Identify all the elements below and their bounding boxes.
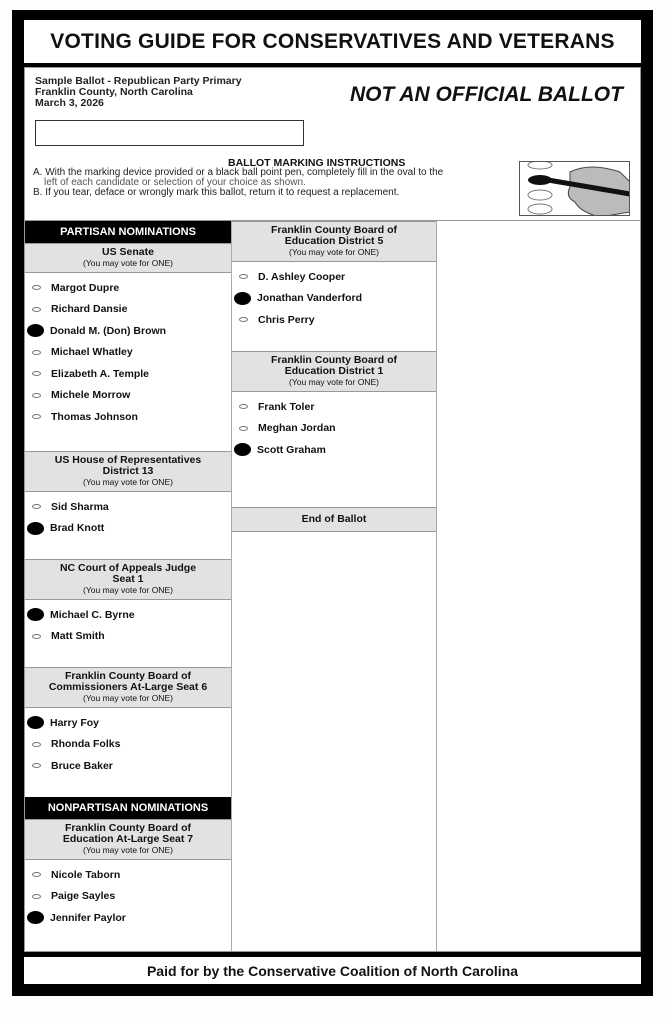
marking-example-illustration bbox=[519, 161, 630, 216]
candidate-name: Jennifer Paylor bbox=[50, 911, 126, 924]
candidate-name: Scott Graham bbox=[257, 443, 326, 456]
paid-for-by: Paid for by the Conservative Coalition of North Carolina bbox=[146, 962, 519, 979]
empty-oval-icon[interactable] bbox=[32, 763, 41, 768]
contest-title: Franklin County Board of bbox=[65, 670, 191, 682]
empty-oval-icon[interactable] bbox=[32, 414, 41, 419]
candidate-name: Sid Sharma bbox=[51, 500, 109, 513]
ballot-type: Sample Ballot - Republican Party Primary bbox=[35, 75, 242, 87]
contest-board-education-district5 bbox=[232, 221, 436, 351]
ballot-column-1 bbox=[25, 221, 232, 951]
empty-oval-icon[interactable] bbox=[239, 404, 248, 409]
candidate-name: Brad Knott bbox=[50, 522, 105, 535]
empty-oval-icon[interactable] bbox=[239, 317, 248, 322]
empty-oval-icon[interactable] bbox=[32, 371, 41, 376]
candidate-name: Frank Toler bbox=[258, 400, 315, 413]
empty-oval-icon[interactable] bbox=[32, 742, 41, 747]
not-official-notice: NOT AN OFFICIAL BALLOT bbox=[350, 83, 623, 106]
contest-title-line2: Education District 1 bbox=[284, 365, 384, 377]
empty-oval-icon[interactable] bbox=[32, 634, 41, 639]
candidate-name: Matt Smith bbox=[51, 630, 105, 643]
section-nonpartisan-nominations: NONPARTISAN NOMINATIONS bbox=[25, 797, 231, 819]
candidate-list bbox=[25, 600, 231, 647]
contest-header bbox=[25, 243, 231, 273]
contest-board-education-seat7 bbox=[25, 819, 231, 929]
candidate-name: Michele Morrow bbox=[51, 389, 131, 402]
ballot-header-info bbox=[35, 76, 242, 109]
contest-header bbox=[25, 451, 231, 492]
vote-for-one-note: (You may vote for ONE) bbox=[289, 247, 379, 257]
candidate-name: Bruce Baker bbox=[51, 759, 113, 772]
ballot-date: March 3, 2026 bbox=[35, 97, 104, 109]
candidate-row[interactable] bbox=[25, 406, 231, 428]
contest-header bbox=[25, 559, 231, 600]
candidate-row[interactable] bbox=[25, 320, 231, 342]
candidate-name: Nicole Taborn bbox=[51, 868, 121, 881]
contest-board-commissioners bbox=[25, 667, 231, 797]
filled-oval-icon[interactable] bbox=[234, 443, 251, 456]
empty-oval-icon[interactable] bbox=[32, 393, 41, 398]
candidate-list bbox=[25, 273, 231, 428]
candidate-row[interactable] bbox=[25, 385, 231, 407]
candidate-row[interactable] bbox=[232, 266, 436, 288]
contest-board-education-district1 bbox=[232, 351, 436, 507]
candidate-list bbox=[232, 262, 436, 331]
ballot-county: Franklin County, North Carolina bbox=[35, 86, 193, 98]
contest-title-line2: Education At-Large Seat 7 bbox=[62, 833, 194, 845]
empty-oval-icon[interactable] bbox=[32, 894, 41, 899]
candidate-row[interactable] bbox=[25, 864, 231, 886]
empty-oval-icon[interactable] bbox=[32, 307, 41, 312]
empty-oval-icon[interactable] bbox=[239, 274, 248, 279]
candidate-row[interactable] bbox=[232, 396, 436, 418]
candidate-name: Chris Perry bbox=[258, 313, 315, 326]
instruction-a: A. With the marking device provided or a black ball point pen, completely fill in the oval to the bbox=[33, 167, 444, 178]
section-partisan-nominations: PARTISAN NOMINATIONS bbox=[25, 221, 231, 243]
candidate-row[interactable] bbox=[25, 907, 231, 929]
candidate-list bbox=[25, 860, 231, 929]
filled-oval-icon[interactable] bbox=[27, 324, 44, 337]
candidate-list bbox=[25, 708, 231, 777]
contest-title-line2: Commissioners At-Large Seat 6 bbox=[48, 681, 208, 693]
contest-title: Franklin County Board of bbox=[271, 224, 397, 236]
contest-title: US Senate bbox=[102, 246, 154, 258]
empty-oval-icon[interactable] bbox=[32, 350, 41, 355]
instructions-text bbox=[33, 168, 443, 198]
candidate-list bbox=[25, 492, 231, 539]
candidate-row[interactable] bbox=[25, 363, 231, 385]
candidate-row[interactable] bbox=[232, 439, 436, 461]
candidate-row[interactable] bbox=[232, 288, 436, 310]
empty-oval-icon[interactable] bbox=[32, 285, 41, 290]
vote-for-one-note: (You may vote for ONE) bbox=[83, 477, 173, 487]
title-banner bbox=[24, 20, 641, 63]
vote-for-one-note: (You may vote for ONE) bbox=[289, 377, 379, 387]
instructions-title: BALLOT MARKING INSTRUCTIONS bbox=[228, 157, 406, 169]
vote-for-one-note: (You may vote for ONE) bbox=[83, 845, 173, 855]
vote-for-one-note: (You may vote for ONE) bbox=[83, 585, 173, 595]
empty-oval-icon[interactable] bbox=[32, 872, 41, 877]
candidate-name: Elizabeth A. Temple bbox=[51, 367, 150, 380]
end-of-ballot-label: End of Ballot bbox=[301, 513, 367, 525]
candidate-row[interactable] bbox=[25, 299, 231, 321]
contest-title: NC Court of Appeals Judge bbox=[59, 562, 197, 574]
candidate-name: D. Ashley Cooper bbox=[258, 270, 346, 283]
candidate-row[interactable] bbox=[25, 886, 231, 908]
filled-oval-icon[interactable] bbox=[27, 911, 44, 924]
vote-for-one-note: (You may vote for ONE) bbox=[83, 693, 173, 703]
footer-banner bbox=[24, 957, 641, 984]
contest-header bbox=[232, 351, 436, 392]
contest-header bbox=[25, 819, 231, 860]
candidate-row[interactable] bbox=[25, 496, 231, 518]
candidate-name: Michael C. Byrne bbox=[50, 608, 135, 621]
candidate-name: Michael Whatley bbox=[51, 346, 133, 359]
contest-title: Franklin County Board of bbox=[65, 822, 191, 834]
candidate-row[interactable] bbox=[25, 734, 231, 756]
vote-for-one-note: (You may vote for ONE) bbox=[83, 258, 173, 268]
ballot-column-2 bbox=[232, 221, 437, 951]
empty-oval-icon[interactable] bbox=[239, 426, 248, 431]
candidate-name: Paige Sayles bbox=[51, 890, 116, 903]
end-of-ballot bbox=[232, 507, 436, 532]
candidate-name: Richard Dansie bbox=[51, 303, 128, 316]
candidate-row[interactable] bbox=[25, 277, 231, 299]
empty-oval-icon[interactable] bbox=[32, 504, 41, 509]
contest-header bbox=[25, 667, 231, 708]
contest-nc-court-appeals bbox=[25, 559, 231, 667]
filled-oval-icon[interactable] bbox=[234, 292, 251, 305]
candidate-name: Thomas Johnson bbox=[51, 410, 138, 423]
contest-title: Franklin County Board of bbox=[271, 354, 397, 366]
contest-title-line2: Education District 5 bbox=[284, 235, 384, 247]
candidate-name: Harry Foy bbox=[50, 716, 100, 729]
candidate-row[interactable] bbox=[232, 309, 436, 331]
page-title: VOTING GUIDE FOR CONSERVATIVES AND VETERANS bbox=[50, 29, 615, 53]
candidate-row[interactable] bbox=[25, 604, 231, 626]
hand-marking-oval-icon bbox=[520, 162, 630, 216]
blank-field-box bbox=[35, 120, 304, 146]
filled-oval-icon[interactable] bbox=[27, 522, 44, 535]
candidate-row[interactable] bbox=[25, 626, 231, 648]
candidate-row[interactable] bbox=[232, 418, 436, 440]
contest-title-line2: District 13 bbox=[102, 465, 154, 477]
instruction-b: B. If you tear, deface or wrongly mark this ballot, return it to request a replacement. bbox=[33, 187, 400, 198]
candidate-name: Margot Dupre bbox=[51, 281, 120, 294]
contest-header bbox=[232, 221, 436, 262]
contest-us-senate bbox=[25, 243, 231, 451]
candidate-row[interactable] bbox=[25, 755, 231, 777]
candidate-name: Donald M. (Don) Brown bbox=[50, 324, 167, 337]
contest-us-house bbox=[25, 451, 231, 559]
candidate-list bbox=[232, 392, 436, 461]
candidate-name: Jonathan Vanderford bbox=[257, 292, 363, 305]
candidate-name: Meghan Jordan bbox=[258, 422, 336, 435]
instruction-a-cont: left of each candidate or selection of your choice as shown. bbox=[44, 177, 306, 188]
filled-oval-icon[interactable] bbox=[27, 716, 44, 729]
candidate-row[interactable] bbox=[25, 518, 231, 540]
contest-title-line2: Seat 1 bbox=[112, 573, 144, 585]
filled-oval-icon[interactable] bbox=[27, 608, 44, 621]
candidate-row[interactable] bbox=[25, 712, 231, 734]
contest-title: US House of Representatives bbox=[54, 454, 202, 466]
candidate-name: Rhonda Folks bbox=[51, 738, 121, 751]
sample-ballot bbox=[24, 67, 641, 952]
candidate-row[interactable] bbox=[25, 342, 231, 364]
